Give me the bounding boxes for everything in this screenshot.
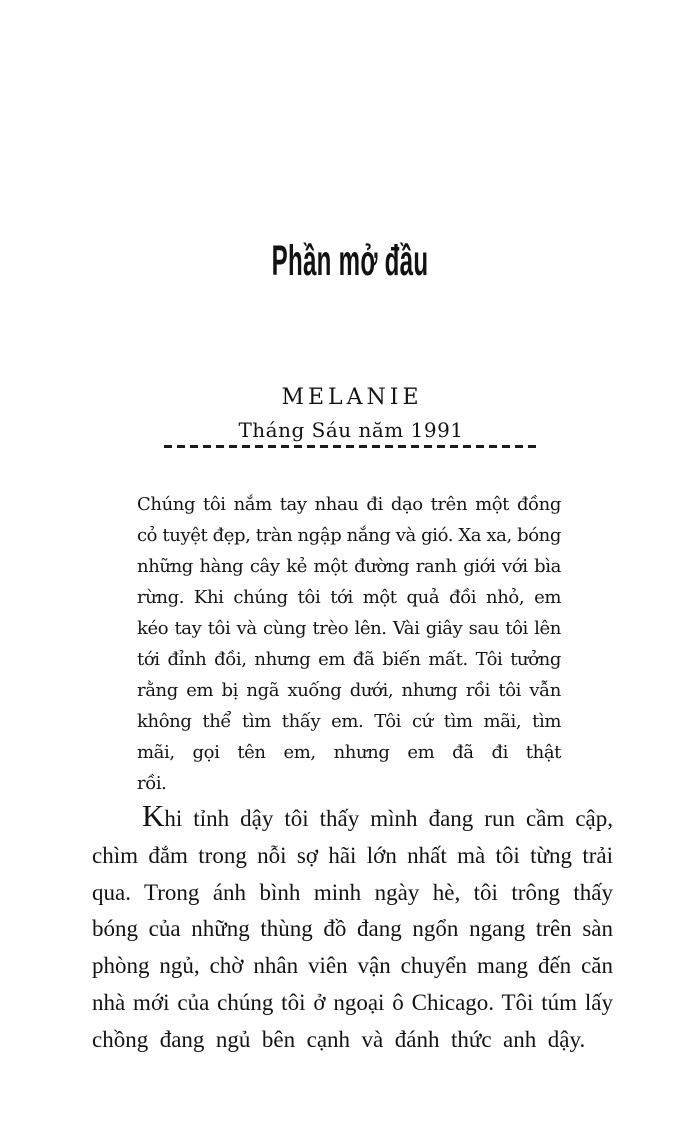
body-line-text: hi tỉnh dậy tôi thấy mình đang run cầm cập,	[164, 806, 613, 831]
body-line: qua. Trong ánh bình minh ngày hè, tôi trông thấy	[92, 879, 613, 905]
quote-line: rằng em bị ngã xuống dưới, nhưng rồi tôi vẫn	[137, 680, 561, 701]
quote-line: những hàng cây kẻ một đường ranh giới với bìa	[137, 556, 561, 577]
dateline	[164, 417, 538, 448]
body-line: nhà mới của chúng tôi ở ngoại ô Chicago. Tôi túm lấy	[92, 989, 613, 1015]
dateline-text: Tháng Sáu năm 1991	[238, 418, 464, 442]
dream-quote-paragraph	[137, 489, 561, 799]
quote-line: kéo tay tôi và cùng trèo lên. Vài giây sau tôi lên	[137, 618, 561, 639]
lead-capital: K	[142, 798, 165, 833]
quote-line: cỏ tuyệt đẹp, tràn ngập nắng và gió. Xa xa, bóng	[137, 525, 561, 546]
body-line: chồng đang ngủ bên cạnh và đánh thức anh dậy.	[92, 1026, 586, 1052]
body-line: bóng của những thùng đồ đang ngổn ngang trên sàn	[92, 916, 613, 942]
body-line	[92, 798, 613, 838]
body-line: chìm đắm trong nỗi sợ hãi lớn nhất mà tôi từng trải	[92, 842, 613, 868]
quote-line: rừng. Khi chúng tôi tới một quả đồi nhỏ, em	[137, 587, 561, 608]
quote-line: tới đỉnh đồi, nhưng em đã biến mất. Tôi tưởng	[137, 649, 561, 670]
narrator-name: MELANIE	[281, 385, 423, 410]
chapter-title: Phần mở đầu	[271, 237, 429, 285]
body-line: phòng ngủ, chờ nhân viên vận chuyển mang đến căn	[92, 953, 613, 979]
dashed-rule	[164, 445, 538, 448]
quote-line: không thể tìm thấy em. Tôi cứ tìm mãi, tìm	[137, 711, 561, 732]
body-paragraph	[92, 798, 613, 1059]
quote-line: Chúng tôi nắm tay nhau đi dạo trên một đồng	[137, 494, 561, 515]
quote-line: mãi, gọi tên em, nhưng em đã đi thật rồi.	[137, 742, 561, 794]
